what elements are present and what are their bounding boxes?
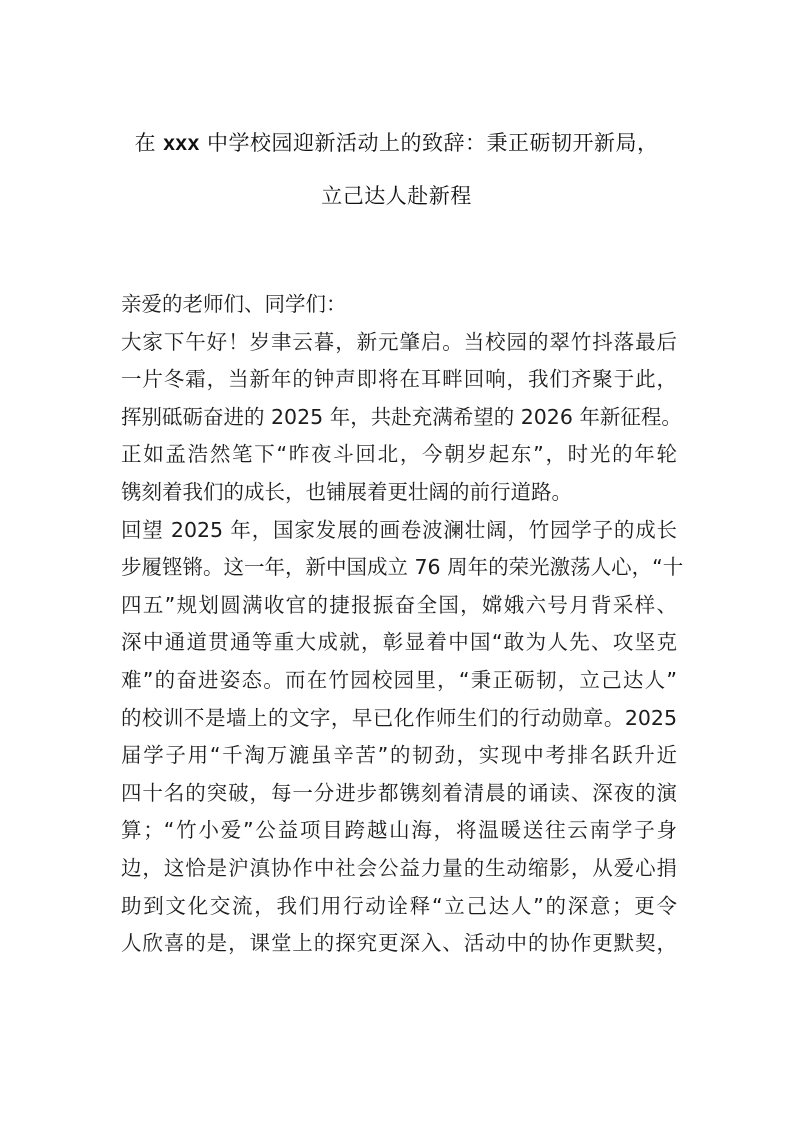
body-line: 大家下午好！岁聿云暮，新元肇启。当校园的翠竹抖落最后 <box>121 329 677 354</box>
body-line: 算；“竹小爱”公益项目跨越山海，将温暖送往云南学子身 <box>121 818 677 843</box>
body-line: 助到文化交流，我们用行动诠释“立己达人”的深意；更令 <box>121 893 677 918</box>
body-line: 正如孟浩然笔下“昨夜斗回北，今朝岁起东”，时光的年轮 <box>121 442 677 467</box>
body-line: 人欣喜的是，课堂上的探究更深入、活动中的协作更默契， <box>121 931 677 956</box>
body-line: 步履铿锵。这一年，新中国成立 76 周年的荣光激荡人心，“十 <box>121 555 684 580</box>
document-title-line-2: 立己达人赴新程 <box>321 184 472 208</box>
salutation: 亲爱的老师们、同学们： <box>121 292 347 316</box>
body-line: 镌刻着我们的成长，也铺展着更壮阔的前行道路。 <box>121 479 572 504</box>
body-line: 边，这恰是沪滇协作中社会公益力量的生动缩影，从爱心捐 <box>121 855 677 880</box>
title-suffix: 中学校园迎新活动上的致辞：秉正砺韧开新局， <box>199 131 659 155</box>
body-line: 挥别砥砺奋进的 2025 年，共赴充满希望的 2026 年新征程。 <box>121 404 682 429</box>
body-line: 回望 2025 年，国家发展的画卷波澜壮阔，竹园学子的成长 <box>121 517 677 542</box>
body-line: 四十名的突破，每一分进步都镌刻着清晨的诵读、深夜的演 <box>121 780 677 805</box>
document-title-line-1 <box>100 130 693 157</box>
title-school-placeholder: xxx <box>163 132 200 155</box>
title-prefix: 在 <box>134 131 164 155</box>
speech-body <box>121 286 684 963</box>
body-line: 四五”规划圆满收官的捷报振奋全国，嫦娥六号月背采样、 <box>121 592 677 617</box>
body-line: 届学子用“千淘万漉虽辛苦”的韧劲，实现中考排名跃升近 <box>121 743 677 768</box>
body-line: 深中通道贯通等重大成就，彰显着中国“敢为人先、攻坚克 <box>121 630 677 655</box>
body-line: 难”的奋进姿态。而在竹园校园里，“秉正砺韧，立己达人” <box>121 667 677 692</box>
body-line: 的校训不是墙上的文字，早已化作师生们的行动勋章。2025 <box>121 705 677 730</box>
body-line: 一片冬霜，当新年的钟声即将在耳畔回响，我们齐聚于此， <box>121 367 677 392</box>
